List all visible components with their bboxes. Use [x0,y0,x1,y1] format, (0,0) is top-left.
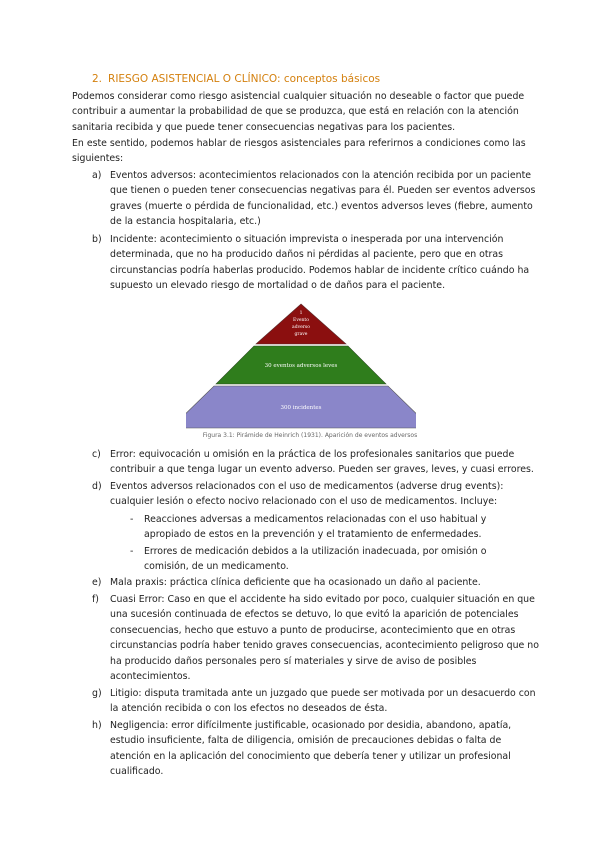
heinrich-pyramid-figure [186,300,416,450]
top-label-4: grave [294,332,308,337]
list-item-text: Eventos adversos: acontecimientos relacionados con la atención recibida por un paciente que tienen o pueden tener consecuencias negativas para él. Pueden ser eventos adversos graves (muerte o pérdida de funcionalidad, etc.) eventos adversos leves (fiebre, aumento de la estancia hospitalaria, etc.) [110,170,536,228]
list-marker: g) [92,688,102,699]
list-item-text: Incidente: acontecimiento o situación imprevista o inesperada por una intervención determinada, que no ha producido daños ni pérdidas al paciente, pero que en otras circunstancias podría haberlas producido. Podemos hablar de incidente crítico cuándo ha supuesto un elevado riesgo de mortalidad o de daños para el paciente. [110,234,530,292]
top-label-1: 1 [299,311,303,316]
middle-label: 30 eventos adversos leves [264,363,338,369]
sub-marker: - [130,546,134,557]
sub-marker: - [130,514,134,525]
list-item-c [92,447,542,478]
list-item-text: Error: equivocación u omisión en la práctica de los profesionales sanitarios que puede contribuir a que tenga lugar un evento adverso. Pueden ser graves, leves, y cuasi errores. [110,449,534,476]
top-label-2: Evento [293,318,309,323]
list-item-g [92,686,542,717]
list-item-f [92,592,542,684]
list-item-d [92,479,542,510]
figure-caption: Figura 3.1: Pirámide de Heinrich (1931). Aparición de eventos adversos [202,432,418,439]
intro-paragraph-1: Podemos considerar como riesgo asistencial cualquier situación no deseable o factor que puede contribuir a aumentar la probabilidad de que se produzca, que está en relación con la atención sanitaria recibida y que puede tener consecuencias negativas para los pacientes. [72,91,525,133]
intro-paragraph-2: En este sentido, podemos hablar de riesgos asistenciales para referirnos a condiciones como las siguientes: [72,138,526,165]
section-heading [92,73,380,85]
section-number: 2. [92,73,103,85]
section-title: RIESGO ASISTENCIAL O CLÍNICO: conceptos básicos [108,73,381,85]
sub-item-text: Errores de medicación debidos a la utilización inadecuada, por omisión o comisión, de un medicamento. [144,546,487,573]
list-marker: f) [92,594,99,605]
list-marker: h) [92,720,102,731]
top-label-3: adverso [292,325,310,330]
list-item-a [92,168,542,230]
list-marker: e) [92,577,102,588]
list-item-text: Negligencia: error difícilmente justificable, ocasionado por desidia, abandono, apatía, estudio insuficiente, falta de diligencia, omisión de precauciones debidas o falta de atención en la aplicación del conocimiento que debería tener y utilizar un profesional cualificado. [110,720,512,778]
sub-item-2 [130,544,530,575]
list-marker: b) [92,234,102,245]
list-item-b [92,232,542,294]
list-item-text: Litigio: disputa tramitada ante un juzgado que puede ser motivada por un desacuerdo con la atención recibida o con los efectos no deseados de ésta. [110,688,536,715]
list-item-text: Eventos adversos relacionados con el uso de medicamentos (adverse drug events): cualquier lesión o efecto nocivo relacionado con el uso de medicamentos. Incluye: [110,481,504,508]
list-item-text: Cuasi Error: Caso en que el accidente ha sido evitado por poco, cualquier situación en que una sucesión continuada de efectos se detuvo, lo que evitó la aparición de potenciales consecuencias, hecho que estuvo a punto de producirse, acontecimiento que en otras circunstancias podría haber tenido graves consecuencias, acontecimiento peligroso que no ha producido daños personales pero sí materiales y sirve de aviso de posibles acontecimientos. [110,594,539,683]
list-marker: c) [92,449,101,460]
list-item-e [92,575,542,590]
list-item-text: Mala praxis: práctica clínica deficiente que ha ocasionado un daño al paciente. [110,577,481,588]
list-item-h [92,718,542,780]
list-marker: d) [92,481,102,492]
pyramid-top-tier [256,304,346,344]
sub-item-1 [130,512,530,543]
bottom-label: 300 incidentes [280,405,322,411]
list-marker: a) [92,170,102,181]
sub-item-text: Reacciones adversas a medicamentos relacionadas con el uso habitual y apropiado de estos en la prevención y el tratamiento de enfermedades. [144,514,487,541]
